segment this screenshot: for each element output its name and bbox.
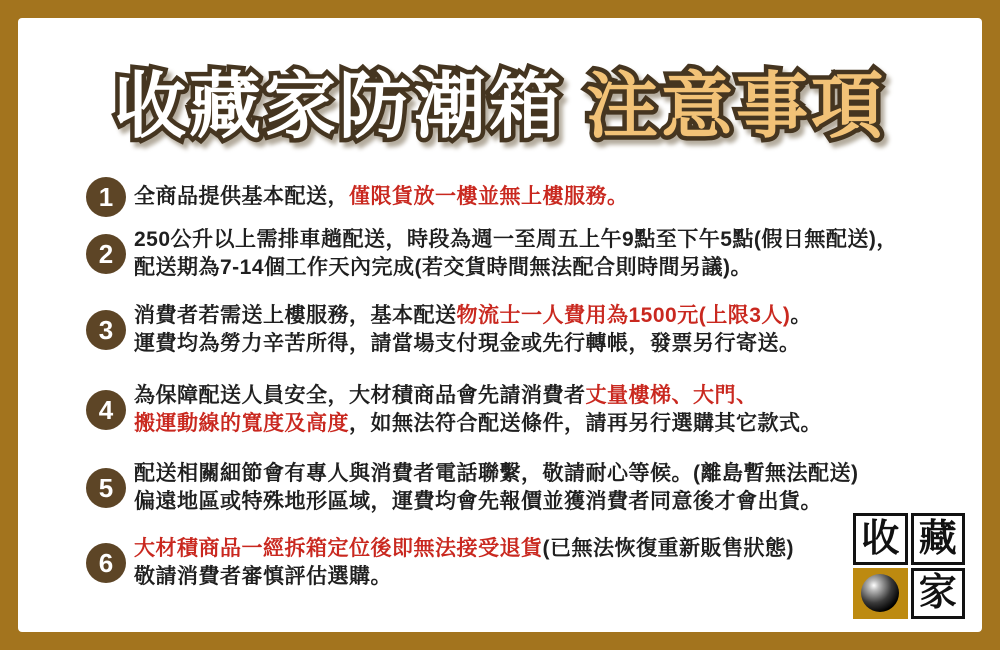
notice-item-4 <box>86 382 822 438</box>
notice-line <box>134 535 794 563</box>
notice-line <box>134 226 898 254</box>
logo-char-jia: 家 <box>911 568 966 620</box>
text-segment: ，如無法符合配送條件，請再另行選購其它款式。 <box>349 412 822 435</box>
title-product-name: 收藏家防潮箱 <box>113 67 564 147</box>
item-text <box>134 382 822 438</box>
text-segment: 為保障配送人員安全，大材積商品會先請消費者 <box>134 384 586 407</box>
text-segment: 全商品提供基本配送， <box>134 185 349 208</box>
text-segment: 偏遠地區或特殊地形區域，運費均會先報價並獲消費者同意後才會出貨。 <box>134 490 822 513</box>
notice-line <box>134 382 822 410</box>
item-text <box>134 226 898 282</box>
highlighted-text-segment: 物流士一人費用為1500元(上限3人) <box>456 304 791 327</box>
notice-line <box>134 410 822 438</box>
highlighted-text-segment: 僅限貨放一樓並無上樓服務 <box>349 185 607 208</box>
notice-line <box>134 254 898 282</box>
notice-item-2 <box>86 226 898 282</box>
notice-item-6 <box>86 535 794 591</box>
notice-line <box>134 330 812 358</box>
highlighted-text-segment: 。 <box>607 185 629 208</box>
item-text <box>134 183 629 211</box>
brand-logo <box>853 513 965 619</box>
go-stone-icon <box>861 574 899 612</box>
text-segment: 敬請消費者審慎評估選購。 <box>134 565 392 588</box>
item-text <box>134 535 794 591</box>
notice-item-1 <box>86 177 629 217</box>
text-segment: 運費均為勞力辛苦所得，請當場支付現金或先行轉帳，發票另行寄送。 <box>134 332 801 355</box>
notice-line <box>134 488 858 516</box>
highlighted-text-segment: 大材積商品一經拆箱定位後即無法接受退貨 <box>134 537 543 560</box>
highlighted-text-segment: 丈量樓梯、大門、 <box>585 384 758 407</box>
text-segment: 消費者若需送上樓服務，基本配送 <box>134 304 457 327</box>
logo-char-cang: 藏 <box>911 513 966 565</box>
notice-sheet <box>18 18 982 632</box>
notice-line <box>134 183 629 211</box>
item-text <box>134 302 812 358</box>
logo-stone-cell <box>853 568 908 620</box>
item-number-badge: 1 <box>86 177 126 217</box>
item-number-badge: 3 <box>86 310 126 350</box>
text-segment: 250公升以上需排車趟配送，時段為週一至周五上午9點至下午5點(假日無配送)， <box>134 228 898 251</box>
item-number-badge: 6 <box>86 543 126 583</box>
item-text <box>134 460 858 516</box>
text-segment: 。 <box>790 304 812 327</box>
logo-char-shou: 收 <box>853 513 908 565</box>
item-number-badge: 4 <box>86 390 126 430</box>
notice-item-5 <box>86 460 858 516</box>
text-segment: 配送期為7-14個工作天內完成(若交貨時間無法配合則時間另議)。 <box>134 256 753 279</box>
item-number-badge: 5 <box>86 468 126 508</box>
text-segment: (已無法恢復重新販售狀態) <box>542 537 794 560</box>
notice-item-3 <box>86 302 812 358</box>
notice-line <box>134 563 794 591</box>
page-title <box>18 48 982 152</box>
item-number-badge: 2 <box>86 234 126 274</box>
highlighted-text-segment: 搬運動線的寬度及高度 <box>134 412 349 435</box>
title-notice-label: 注意事項 <box>586 67 887 147</box>
notice-line <box>134 460 858 488</box>
notice-line <box>134 302 812 330</box>
text-segment: 配送相關細節會有專人與消費者電話聯繫，敬請耐心等候。(離島暫無法配送) <box>134 462 859 485</box>
